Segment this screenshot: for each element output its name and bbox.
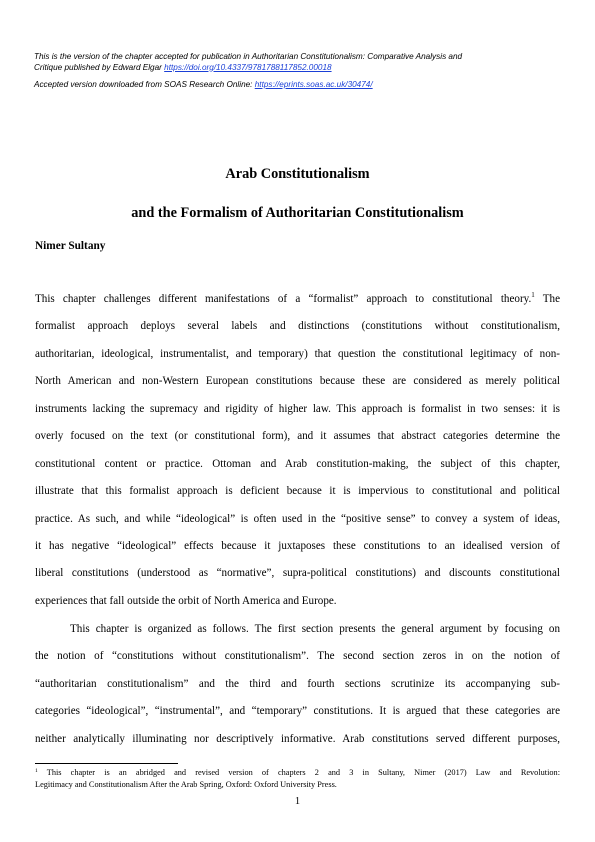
footnote-mark: 1: [35, 768, 38, 774]
chapter-title-line-2: and the Formalism of Authoritarian Constitutionalism: [131, 205, 464, 221]
publication-notice-text: This is the version of the chapter accepted for publication in Authoritarian Constitutionalism: Comparative Analysis and: [34, 52, 463, 61]
publication-notice-text-2: Critique published by Edward Elgar: [34, 62, 165, 72]
paragraph-line: instruments lacking the supremacy and rigidity of higher law. This approach is formalist in two senses: it is: [35, 402, 560, 415]
paragraph-line: neither analytically illuminating nor descriptively informative. Arab constitutions served different purposes,: [35, 732, 560, 745]
paragraph-line: liberal constitutions (understood as “normative”, supra-political constitutions) and discounts constitutional: [35, 567, 560, 580]
download-notice: [34, 80, 564, 91]
footnote: [35, 767, 560, 790]
chapter-title-line-1: Arab Constitutionalism: [225, 166, 370, 182]
paragraph-line: practice. As such, and while “ideological” is often used in the “positive sense” to convey a system of ideas,: [35, 512, 560, 525]
paragraph-line: illustrate that this formalist approach is deficient because it is impervious to constitutional and political: [35, 485, 560, 498]
paragraph-first-line-tail: The: [534, 293, 560, 305]
paragraph-line: “authoritarian constitutionalism” and the third and fourth sections scrutinize its accompanying sub-: [35, 677, 560, 690]
footnote-line: [35, 767, 560, 779]
paragraph-line: North American and non-Western European constitutions because these are considered as merely political: [35, 375, 560, 388]
doi-link[interactable]: https://doi.org/10.4337/9781788117852.00018: [164, 62, 332, 72]
download-notice-text: Accepted version downloaded from SOAS Research Online:: [34, 80, 255, 89]
paragraph-last-line: experiences that fall outside the orbit of North America and Europe.: [35, 594, 337, 607]
publication-notice: [34, 52, 564, 73]
author-name: Nimer Sultany: [35, 240, 106, 252]
paragraph-line: formalist approach deploys several labels and distinctions (constitutions without constitutionalism,: [35, 320, 560, 333]
footnote-text-1: This chapter is an abridged and revised version of chapters 2 and 3 in Sultany, Nimer (2017) Law and Revolution:: [37, 768, 560, 777]
footnote-text-2: Legitimacy and Constitutionalism After the Arab Spring, Oxford: Oxford University Press.: [35, 779, 337, 789]
page-number: 1: [294, 796, 301, 807]
paragraph-line: categories “ideological”, “instrumental”, and “temporary” constitutions. It is argued that these categories are: [35, 705, 560, 718]
footnote-reference[interactable]: 1: [531, 291, 535, 299]
paragraph-line: the notion of “constitutions without constitutionalism”. The second section zeros in on the notion of: [35, 650, 560, 663]
paragraph-line: constitutional content or practice. Ottoman and Arab constitution-making, the subject of this chapter,: [35, 457, 560, 470]
footnote-separator: [35, 763, 178, 764]
eprints-link[interactable]: https://eprints.soas.ac.uk/30474/: [254, 80, 373, 89]
paragraph-1: [35, 286, 560, 615]
paragraph-line: it has negative “ideological” effects because it juxtaposes these constitutions to an idealised version of: [35, 539, 560, 552]
paragraph-line: authoritarian, ideological, instrumentalist, and temporary) that question the constitutional legitimacy of non-: [35, 347, 560, 360]
paragraph-line: [35, 286, 560, 313]
paragraph-line: overly focused on the text (or constitutional form), and it assumes that abstract categories determine the: [35, 430, 560, 443]
paragraph-first-line: This chapter challenges different manifestations of a “formalist” approach to constitutional theory.: [35, 293, 532, 305]
paragraph-line: This chapter is organized as follows. The first section presents the general argument by focusing on: [70, 623, 560, 635]
paragraph-2: [35, 616, 560, 753]
